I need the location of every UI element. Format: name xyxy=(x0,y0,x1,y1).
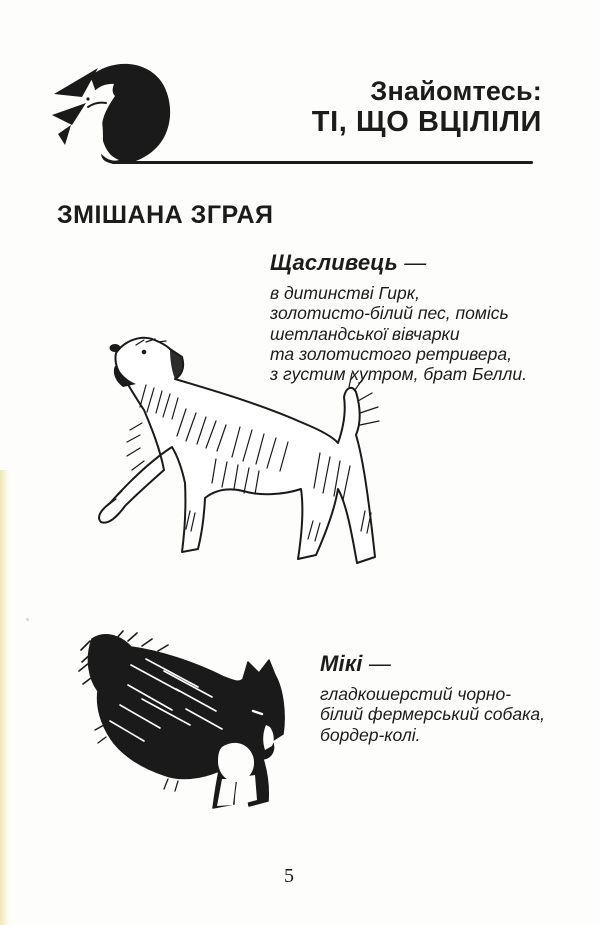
section-heading: ЗМІШАНА ЗГРАЯ xyxy=(57,201,274,229)
entry-lucky-line: з густим хутром, брат Белли. xyxy=(270,364,527,385)
shaggy-dog-illustration xyxy=(88,331,403,579)
page-number: 5 xyxy=(284,865,294,887)
em-dash: — xyxy=(404,250,427,275)
border-collie-illustration xyxy=(76,629,294,827)
entry-lucky-line: та золотистого ретривера, xyxy=(270,343,512,364)
entry-mickey-name: Мікі — xyxy=(320,651,392,676)
em-dash: — xyxy=(368,651,392,676)
scan-edge-tint xyxy=(0,470,9,925)
entry-mickey-line: білий фермерський собака, xyxy=(320,704,545,725)
entry-lucky-line: шетландської вівчарки xyxy=(270,323,460,344)
entry-lucky-line: золотисто-білий пес, помісь xyxy=(270,303,509,324)
entry-mickey-line: гладкошерстий чорно- xyxy=(320,684,512,704)
entry-mickey-line: бордер-колі. xyxy=(320,724,421,745)
header-rule xyxy=(112,161,533,164)
scan-speck xyxy=(26,618,29,621)
entry-lucky-line: в дитинстві Гирк, xyxy=(270,283,420,303)
entry-lucky-name: Щасливець — xyxy=(270,250,427,275)
chapter-kicker: Знайомтесь: xyxy=(370,76,542,106)
chapter-header xyxy=(312,76,542,139)
entry-mickey xyxy=(320,651,545,745)
howling-dog-logo-icon xyxy=(52,58,174,164)
chapter-title: ТІ, ЩО ВЦІЛІЛИ xyxy=(311,106,542,139)
